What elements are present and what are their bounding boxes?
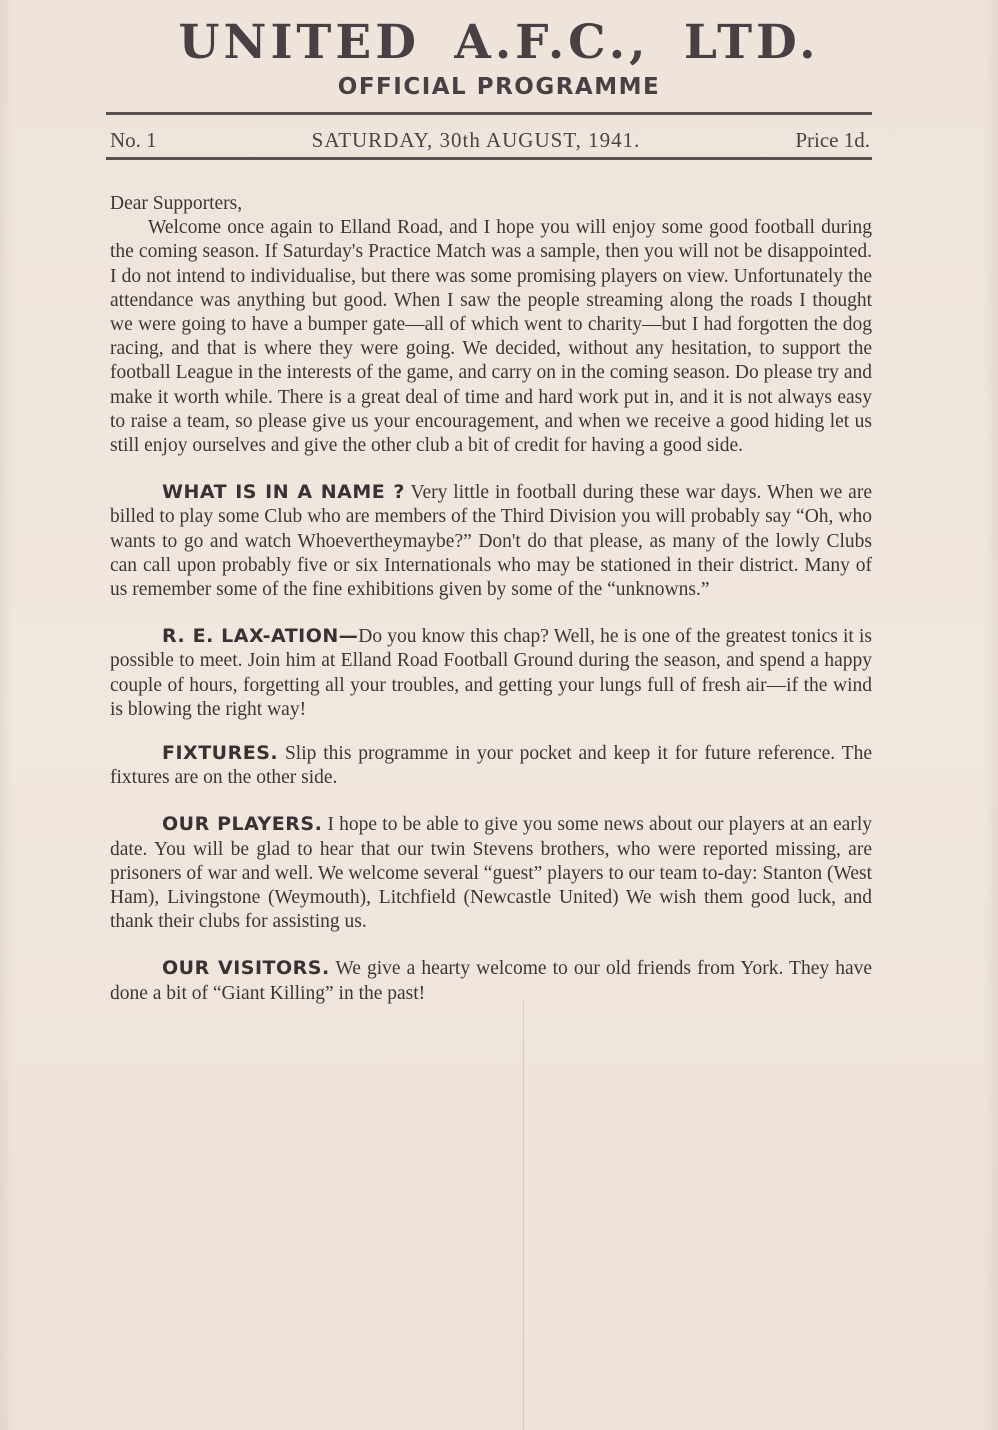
programme-subtitle: OFFICIAL PROGRAMME	[337, 74, 661, 100]
section-relaxation	[110, 624, 872, 722]
section-text: Very little in football during these war days. When we are billed to play some Club who are members of the Third Division you will probably say “Oh, who wants to go and watch Whoevertheymaybe?” Don't do that please, as many of the lowly Clubs can call upon probably five or six Internationals who may be stationed in their district. Many of us remember some of the fine exhibitions given by some of the “unknowns.”	[110, 482, 872, 601]
issue-bar	[110, 125, 870, 155]
issue-number: No. 1	[110, 127, 157, 152]
paper-fold	[523, 1000, 524, 1430]
section-our-visitors	[110, 956, 872, 1005]
section-heading: OUR PLAYERS.	[162, 813, 323, 836]
section-text: Do you know this chap? Well, he is one of the greatest tonics it is possible to meet. Join him at Elland Road Football Ground during the season, and spend a happy couple of hours, forgetting all your troubles, and getting your lungs full of fresh air—if the wind is blowing the right way!	[110, 626, 872, 720]
section-text: I hope to be able to give you some news about our players at an early date. You will be glad to hear that our twin Stevens brothers, who were reported missing, are prisoners of war and well. We welcome several “guest” players to our team to-day: Stanton (West Ham), Livingstone (Weymouth), Litchfield (Newcastle United) We wish them good luck, and thank their clubs for assisting us.	[110, 814, 872, 933]
section-text: Slip this programme in your pocket and keep it for future reference. The fixtures are on the other side.	[110, 743, 872, 789]
welcome-paragraph: Welcome once again to Elland Road, and I hope you will enjoy some good football during the coming season. If Saturday's Practice Match was a sample, then you will not be disappointed. I do not intend to individualise, but there was some promising players on view. Unfortunately the attendance was anything but good. When I saw the people streaming along the roads I thought we were going to have a bumper gate—all of which went to charity—but I had forgotten the dog racing, and that is where they were going. We decided, without any hesitation, to support the football League in the interests of the game, and carry on in the coming season. Do please try and make it worth while. There is a great deal of time and hard work put in, and it is not always easy to raise a team, so please give us your encouragement, and when we receive a good hiding let us still enjoy ourselves and give the other club a bit of credit for having a good side.	[110, 217, 872, 457]
section-text: We give a hearty welcome to our old friends from York. They have done a bit of “Giant Killing” in the past!	[110, 958, 872, 1004]
section-heading: R. E. LAX-ATION—	[162, 625, 359, 648]
article-body	[110, 192, 872, 1006]
issue-price: Price 1d.	[795, 127, 870, 152]
section-heading: OUR VISITORS.	[162, 957, 330, 980]
section-heading: FIXTURES.	[162, 742, 279, 765]
issue-date: SATURDAY, 30th AUGUST, 1941.	[311, 127, 641, 152]
salutation: Dear Supporters,	[110, 193, 243, 214]
section-our-players	[110, 812, 872, 934]
section-what-is-in-a-name	[110, 480, 872, 602]
section-heading: WHAT IS IN A NAME ?	[162, 481, 405, 504]
club-title: UNITED A.F.C., LTD.	[178, 15, 820, 70]
bottom-rule	[106, 157, 872, 160]
top-rule	[106, 112, 872, 115]
section-fixtures	[110, 741, 872, 790]
